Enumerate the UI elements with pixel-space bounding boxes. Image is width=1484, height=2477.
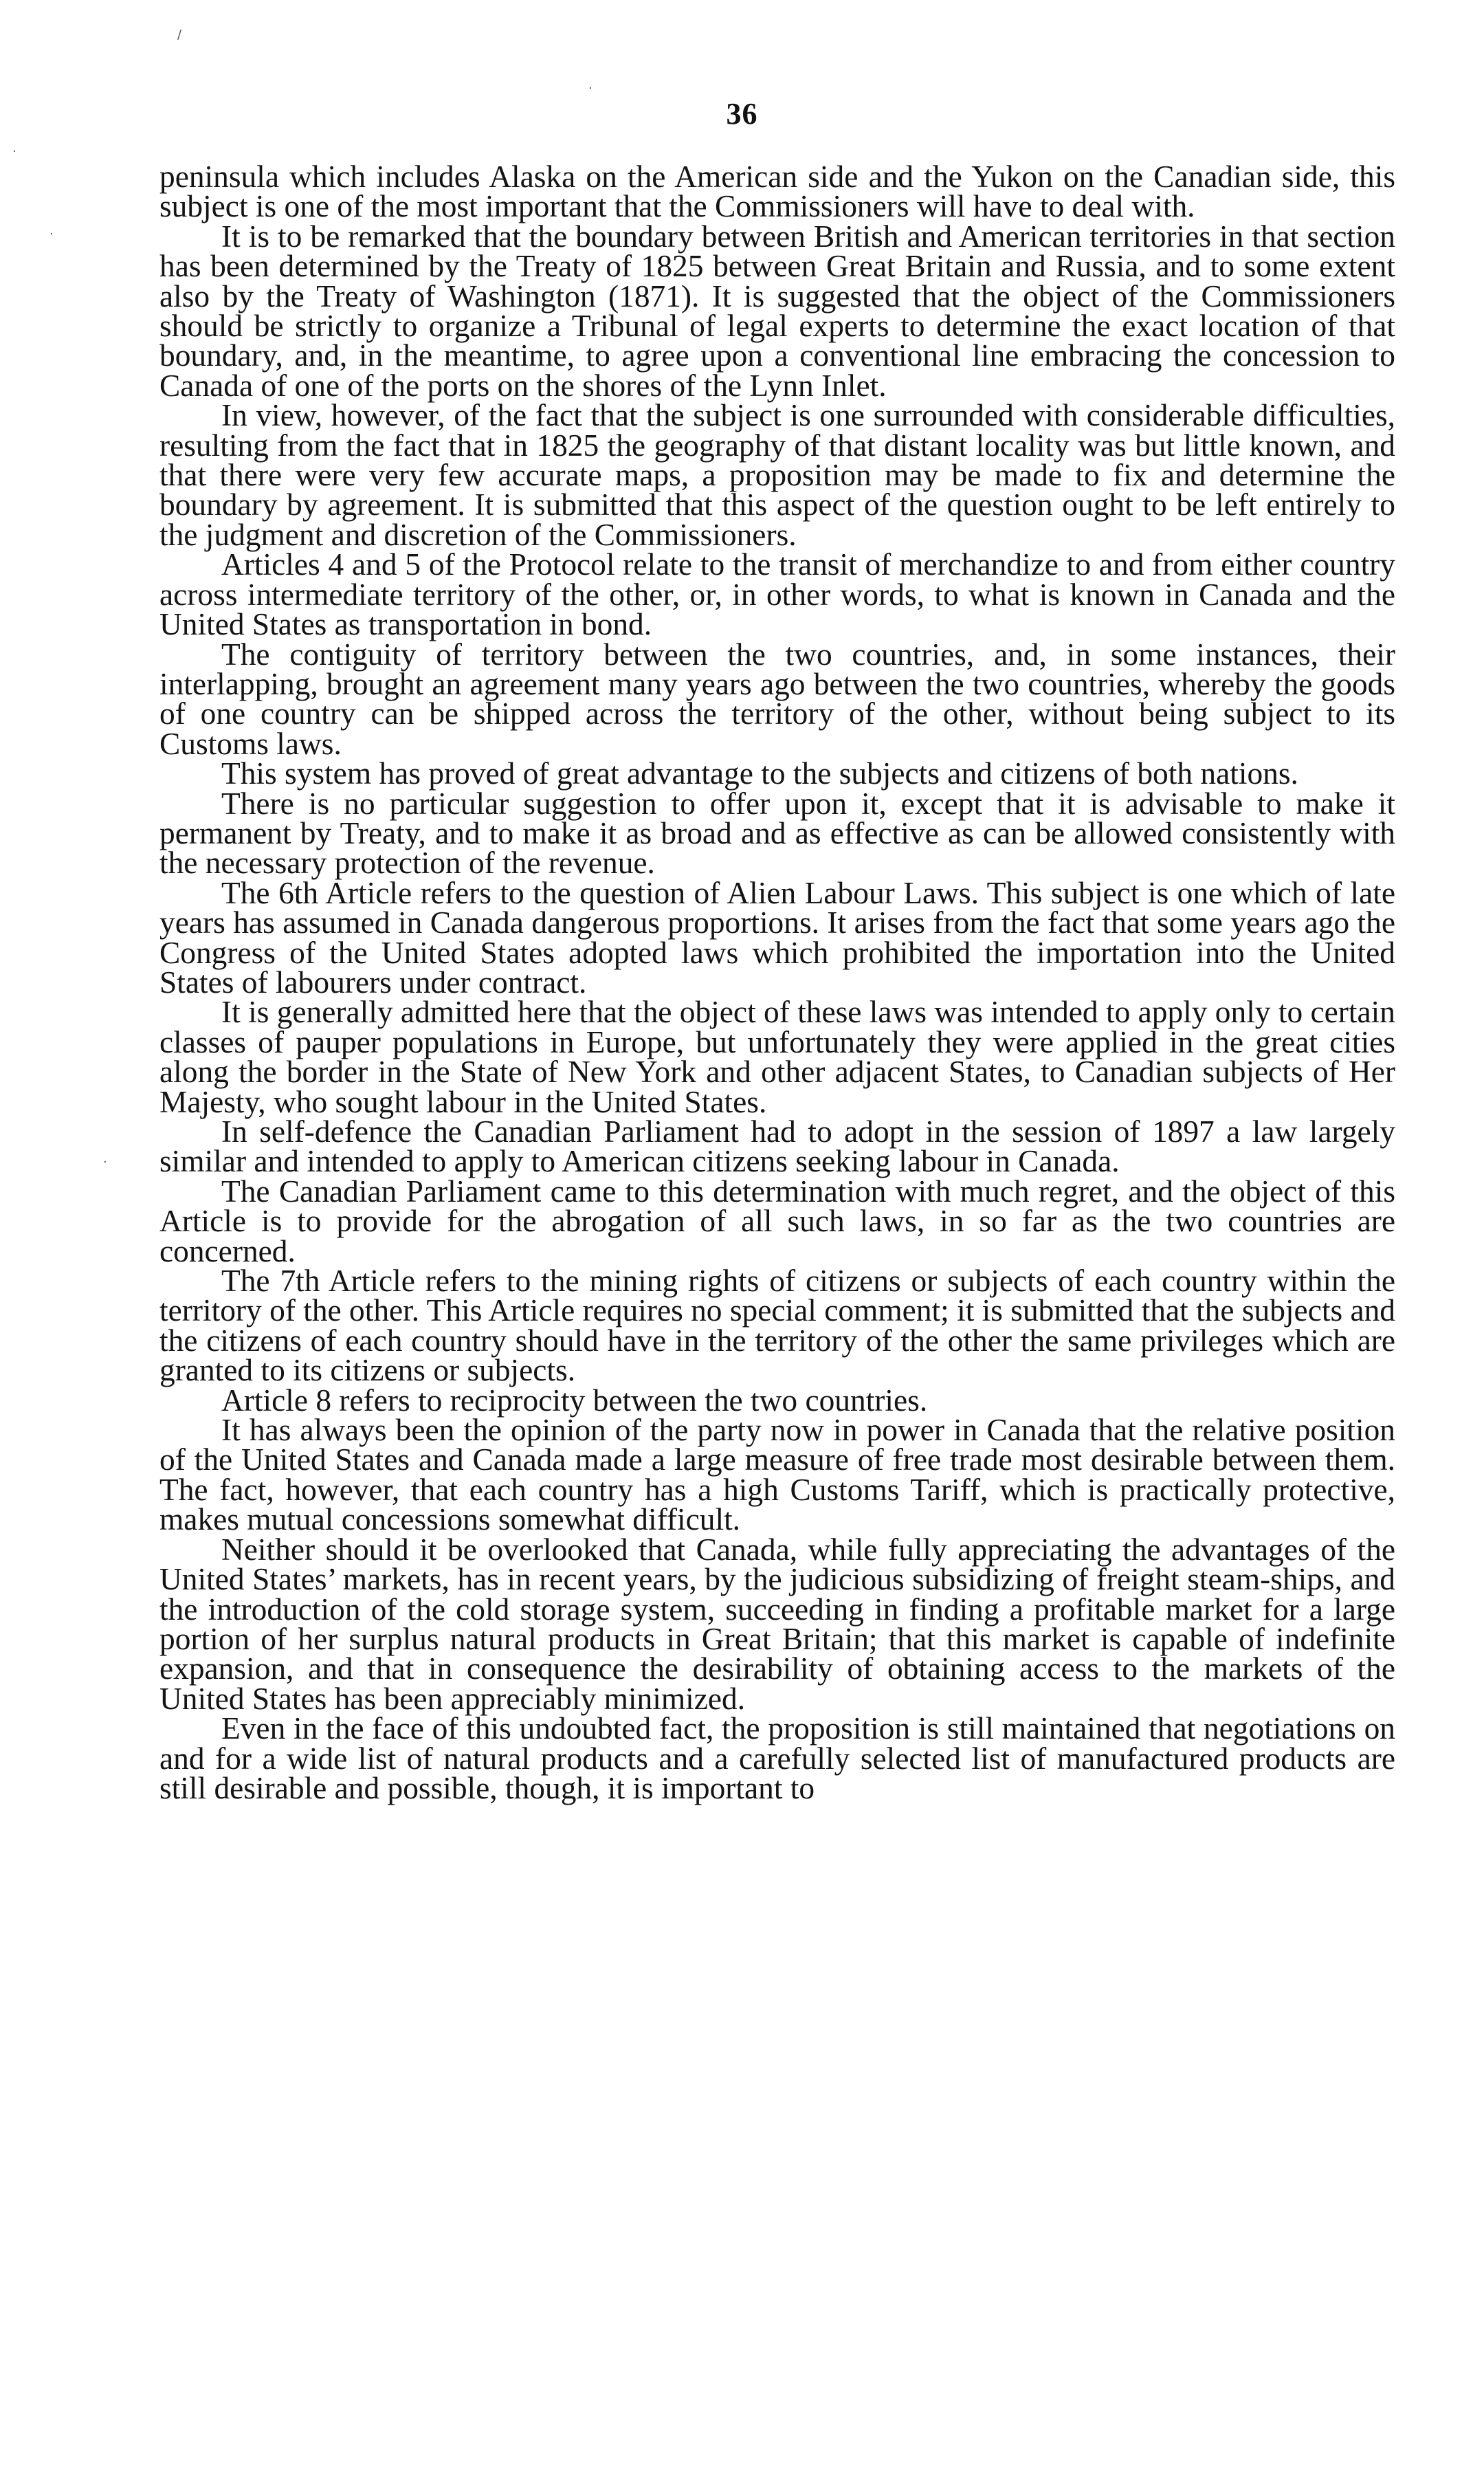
paragraph-4: Articles 4 and 5 of the Protocol relate to the transit of merchandize to and from either country across intermediate territory of the other, or, in other words, to what is known in Canada and the United States as transportation in bond. [159, 547, 1395, 642]
body-text [159, 159, 1395, 1805]
paragraph-16: Even in the face of this undoubted fact, the proposition is still maintained that negotiations on and for a wide list of natural products and a carefully selected list of manufactured products are still desirable and possible, though, it is important to [159, 1711, 1395, 1805]
scan-mark: · [103, 1155, 107, 1169]
scan-mark: · [12, 144, 16, 159]
paragraph-13: Article 8 refers to reciprocity between the two countries. [221, 1383, 928, 1418]
paragraph-15: Neither should it be overlooked that Canada, while fully appreciating the advantages of the United States’ markets, has in recent years, by the judicious subsidizing of freight steam-ships, and the introduction of the cold storage system, succeeding in finding a profitable market for a large portion of her surplus natural products in Great Britain; that this market is capable of indefinite expansion, and that in consequence the desirability of obtaining access to the markets of the United States has been appreciably minimized. [159, 1532, 1395, 1716]
paragraph-3: In view, however, of the fact that the subject is one surrounded with considerable difficulties, resulting from the fact that in 1825 the geography of that distant locality was but little known, and that there were very few accurate maps, a proposition may be made to fix and determine the boundary by agreement. It is submitted that this aspect of the question ought to be left entirely to the judgment and discretion of the Commissioners. [159, 398, 1395, 552]
scan-mark: · [49, 227, 54, 241]
paragraph-14: It has always been the opinion of the party now in power in Canada that the relative position of the United States and Canada made a large measure of free trade most desirable between them. The fact, however, that each country has a high Customs Tariff, which is practically protective, makes mutual concessions somewhat difficult. [159, 1413, 1395, 1537]
paragraph-1: peninsula which includes Alaska on the American side and the Yukon on the Canadian side, this subject is one of the most important that the Commissioners will have to deal with. [159, 159, 1395, 224]
paragraph-2: It is to be remarked that the boundary between British and American territories in that section has been determined by the Treaty of 1825 between Great Britain and Russia, and to some extent also by the Treaty of Washington (1871). It is suggested that the object of the Commissioners should be strictly to organize a Tribunal of legal experts to determine the exact location of that boundary, and, in the meantime, to agree upon a conventional line embracing the concession to Canada of one of the ports on the shores of the Lynn Inlet. [159, 219, 1395, 403]
paragraph-7: There is no particular suggestion to offer upon it, except that it is advisable to make it permanent by Treaty, and to make it as broad and as effective as can be allowed consistently with the necessary protection of the revenue. [159, 786, 1395, 881]
paragraph-9: It is generally admitted here that the object of these laws was intended to apply only to certain classes of pauper populations in Europe, but unfortunately they were applied in the great cities along the border in the State of New York and other adjacent States, to Canadian subjects of Her Majesty, who sought labour in the United States. [159, 995, 1395, 1119]
paragraph-11: The Canadian Parliament came to this determination with much regret, and the object of this Article is to provide for the abrogation of all such laws, in so far as the two countries are concerned. [159, 1174, 1395, 1268]
scan-mark: · [588, 81, 593, 96]
paragraph-6: This system has proved of great advantage to the subjects and citizens of both nations. [221, 756, 1298, 791]
paragraph-12: The 7th Article refers to the mining rights of citizens or subjects of each country within the territory of the other. This Article requires no special comment; it is submitted that the subjects and the citizens of each country should have in the territory of the other the same privileges which are granted to its citizens or subjects. [159, 1264, 1395, 1388]
paragraph-5: The contiguity of territory between the two countries, and, in some instances, their interlapping, brought an agreement many years ago between the two countries, whereby the goods of one country can be shipped across the territory of the other, without being subject to its Customs laws. [159, 637, 1395, 761]
paragraph-10: In self-defence the Canadian Parliament had to adopt in the session of 1897 a law largely similar and intended to apply to American citizens seeking labour in Canada. [159, 1114, 1395, 1179]
paragraph-8: The 6th Article refers to the question of Alien Labour Laws. This subject is one which of late years has assumed in Canada dangerous proportions. It arises from the fact that some years ago the Congress of the United States adopted laws which prohibited the importation into the United States of labourers under contract. [159, 875, 1395, 1000]
page-number: 36 [726, 97, 758, 131]
scan-mark: / [177, 27, 182, 42]
